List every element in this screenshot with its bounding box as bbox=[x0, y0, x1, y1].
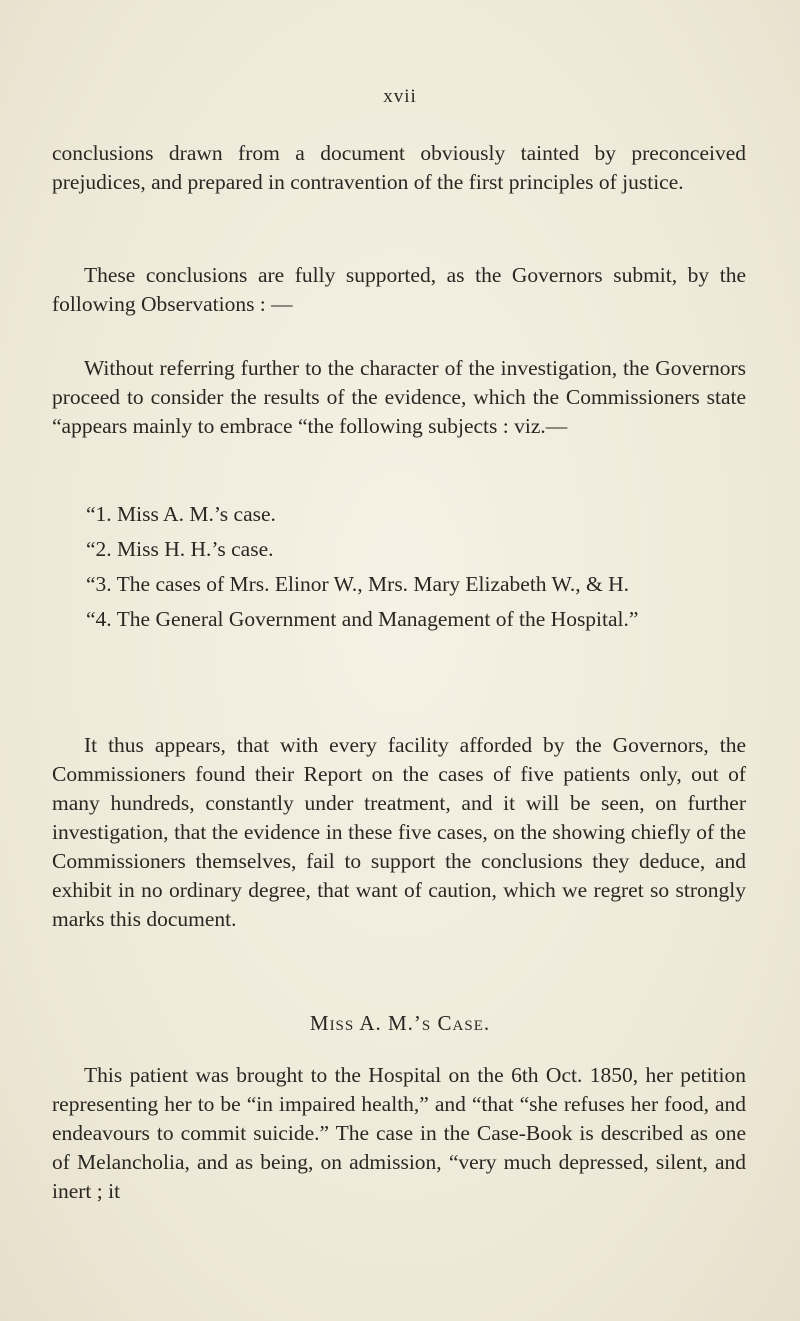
paragraph-conclusions: conclusions drawn from a document obviously tainted by preconceived prejudices, and prepared in contravention of the first principles of justice. bbox=[52, 141, 746, 194]
list-item: “3. The cases of Mrs. Elinor W., Mrs. Mary Elizabeth W., & H. bbox=[86, 572, 629, 596]
paragraph-investigation: Without referring further to the character of the investigation, the Governors proceed to consider the results of the evidence, which the Commissioners state “appears mainly to embrace “the following subjects : viz.— bbox=[52, 356, 746, 438]
list-item: “1. Miss A. M.’s case. bbox=[86, 502, 276, 526]
paragraph-patient: This patient was brought to the Hospital on the 6th Oct. 1850, her petition representing her to be “in impaired health,” and “that “she refuses her food, and endeavours to commit suicide.” The case in the Case-Book is described as one of Melancholia, and as being, on admission, “very much depressed, silent, and inert ; it bbox=[52, 1063, 746, 1203]
list-item: “4. The General Government and Management of the Hospital.” bbox=[86, 607, 639, 631]
subjects-list bbox=[86, 500, 748, 640]
paragraph-observations: These conclusions are fully supported, as the Governors submit, by the following Observations : — bbox=[52, 263, 746, 316]
page-number: xvii bbox=[383, 86, 417, 107]
section-heading: Miss A. M.’s Case. bbox=[309, 1011, 491, 1035]
list-item: “2. Miss H. H.’s case. bbox=[86, 537, 274, 561]
paragraph-five-patients: It thus appears, that with every facility afforded by the Governors, the Commissioners found their Report on the cases of five patients only, out of many hundreds, constantly under treatment, and it will be seen, on further investigation, that the evidence in these five cases, on the showing chiefly of the Commissioners themselves, fail to support the conclusions they deduce, and exhibit in no ordinary degree, that want of caution, which we regret so strongly marks this document. bbox=[52, 733, 746, 931]
